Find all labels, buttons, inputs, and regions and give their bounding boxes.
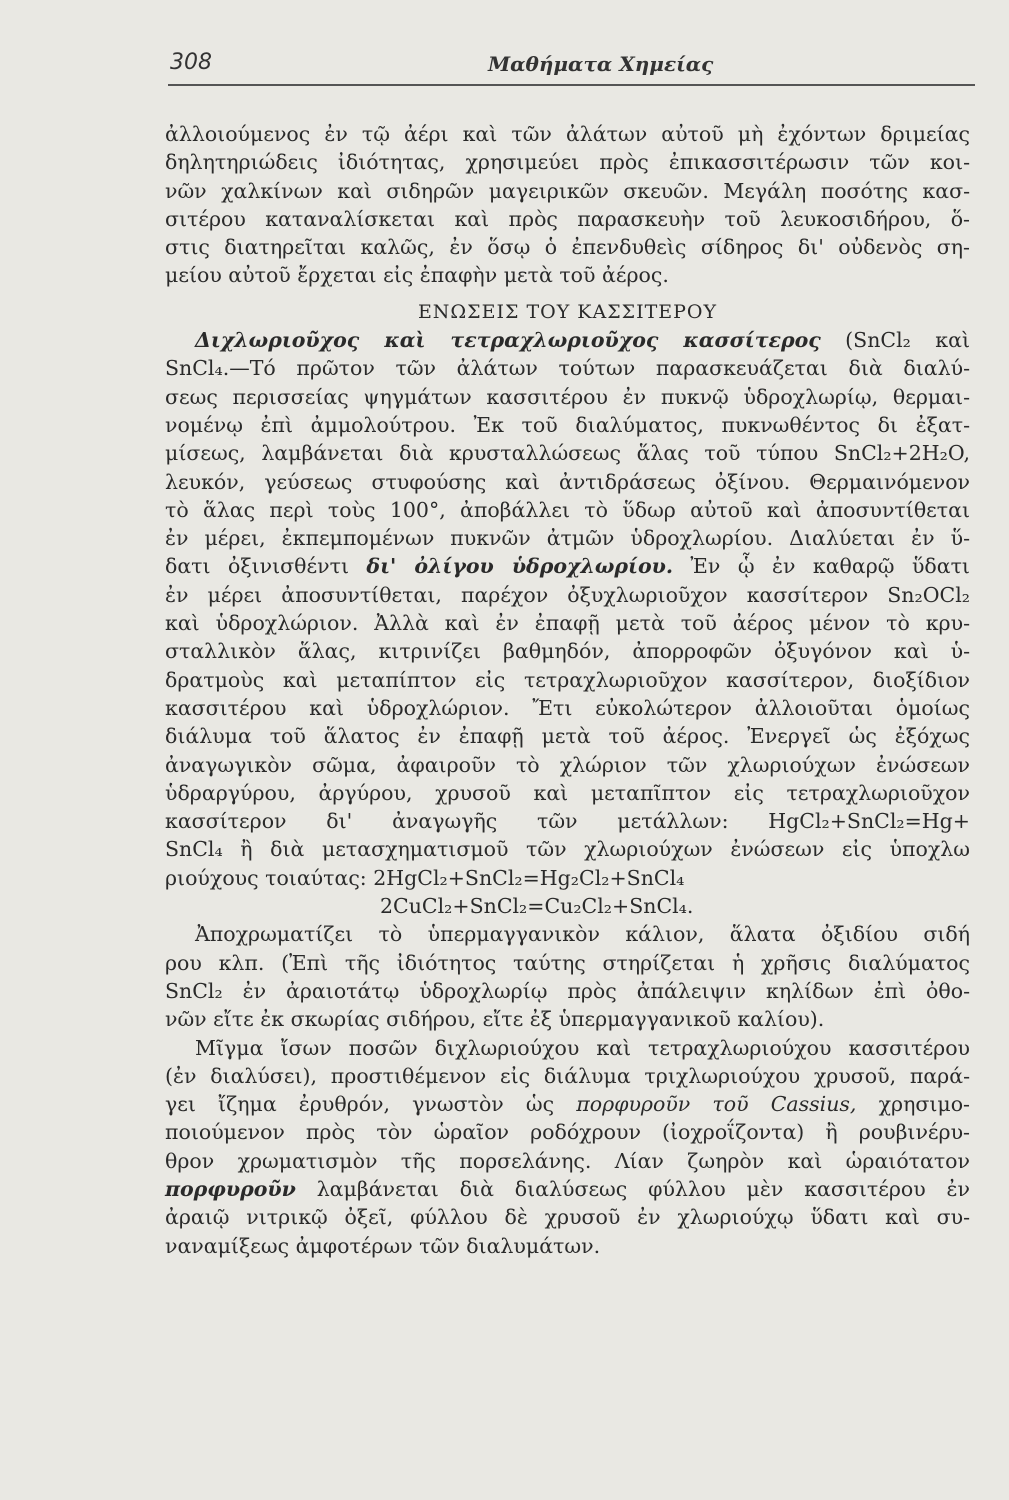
text-line: κασσίτερον δι' ἀναγωγῆς τῶν μετάλλων: HgCl₂+SnCl₂=Hg+ xyxy=(165,809,970,834)
text-line xyxy=(165,552,970,580)
text-line: νῶν χαλκίνων καὶ σιδηρῶν μαγειρικῶν σκευῶν. Μεγάλη ποσότης κασ- xyxy=(165,178,970,203)
body-text xyxy=(165,120,970,1260)
text-run: λαμβάνεται διὰ διαλύσεως φύλλου μὲν κασσιτέρου ἐν xyxy=(295,1176,970,1201)
text-run: δατι ὀξινισθέντι xyxy=(165,554,367,579)
page-number: 308 xyxy=(170,50,212,75)
text-line: δρατμοὺς καὶ μεταπίπτον εἰς τετραχλωριοῦχον κασσίτερον, διοξίδιον xyxy=(165,667,970,692)
text-line: στις διατηρεῖται καλῶς, ἐν ὅσῳ ὁ ἐπενδυθεὶς σίδηρος δι' οὐδενὸς ση- xyxy=(165,235,970,260)
text-line: (ἐν διαλύσει), προστιθέμενον εἰς διάλυμα τριχλωριούχου χρυσοῦ, παρά- xyxy=(165,1063,970,1088)
formula-line: 2CuCl₂+SnCl₂=Cu₂Cl₂+SnCl₄. xyxy=(380,894,694,919)
text-line: μίσεως, λαμβάνεται διὰ κρυσταλλώσεως ἅλας τοῦ τύπου SnCl₂+2H₂O, xyxy=(165,441,970,466)
page-header xyxy=(168,46,975,86)
text-line: σταλλικὸν ἅλας, κιτρινίζει βαθμηδόν, ἀπορροφῶν ὀξυγόνον καὶ ὑ- xyxy=(165,639,970,664)
text-line: ὑδραργύρου, ἀργύρου, χρυσοῦ καὶ μεταπῖπτον εἰς τετραχλωριοῦχον xyxy=(165,780,970,805)
text-run: χρησιμο- xyxy=(856,1092,970,1117)
text-line: τὸ ἅλας περὶ τοὺς 100°, ἀποβάλλει τὸ ὕδωρ αὐτοῦ καὶ ἀποσυντίθεται xyxy=(165,497,970,522)
text-line: νῶν εἴτε ἐκ σκωρίας σιδήρου, εἴτε ἐξ ὑπερμαγγανικοῦ καλίου). xyxy=(165,1007,825,1032)
text-line: SnCl₄.—Τό πρῶτον τῶν ἀλάτων τούτων παρασκευάζεται διὰ διαλύ- xyxy=(165,356,970,381)
text-line: SnCl₂ ἐν ἀραιοτάτῳ ὑδροχλωρίῳ πρὸς ἀπάλειψιν κηλίδων ἐπὶ ὀθο- xyxy=(165,978,970,1003)
header-rule xyxy=(168,84,975,86)
bold-run: δι' ὀλίγου ὑδροχλωρίου. xyxy=(366,554,673,579)
text-line: ρου κλπ. (Ἐπὶ τῆς ἰδιότητος ταύτης στηρίζεται ἡ χρῆσις διαλύματος xyxy=(165,950,970,975)
text-line: ἀλλοιούμενος ἐν τῷ ἀέρι καὶ τῶν ἀλάτων αὐτοῦ μὴ ἐχόντων δριμείας xyxy=(165,122,970,146)
text-line: ναναμίξεως ἀμφοτέρων τῶν διαλυμάτων. xyxy=(165,1233,601,1258)
section-heading: ΕΝΩΣΕΙΣ ΤΟΥ ΚΑΣΣΙΤΕΡΟΥ xyxy=(417,300,718,323)
text-line: σιτέρου καταναλίσκεται καὶ πρὸς παρασκευὴν τοῦ λευκοσιδήρου, ὅ- xyxy=(165,206,970,231)
text-line: ἀναγωγικὸν σῶμα, ἀφαιροῦν τὸ χλώριον τῶν χλωριούχων ἐνώσεων xyxy=(165,752,970,777)
text-line: ἀραιῷ νιτρικῷ ὀξεῖ, φύλλου δὲ χρυσοῦ ἐν χλωριούχῳ ὕδατι καὶ συ- xyxy=(165,1205,970,1230)
text-line: SnCl₄ ἢ διὰ μετασχηματισμοῦ τῶν χλωριούχων ἐνώσεων εἰς ὑποχλω xyxy=(165,837,970,862)
text-line: διάλυμα τοῦ ἅλατος ἐν ἐπαφῇ μετὰ τοῦ ἀέρος. Ἐνεργεῖ ὡς ἐξόχως xyxy=(165,724,970,749)
text-line: ποιούμενον πρὸς τὸν ὡραῖον ροδόχρουν (ἰοχροΐζοντα) ἢ ρουβινέρυ- xyxy=(165,1120,970,1145)
text-line: ἐν μέρει, ἐκπεμπομένων πυκνῶν ἀτμῶν ὑδροχλωρίου. Διαλύεται ἐν ὕ- xyxy=(165,526,970,551)
text-run: γει ἴζημα ἐρυθρόν, γνωστὸν ὡς xyxy=(165,1092,577,1117)
text-line: Ἀποχρωματίζει τὸ ὑπερμαγγανικὸν κάλιον, ἅλατα ὀξιδίου σιδή xyxy=(195,922,970,947)
text-line: λευκόν, γεύσεως στυφούσης καὶ ἀντιδράσεως ὀξίνου. Θερμαινόμενον xyxy=(165,469,970,494)
text-line: μείου αὐτοῦ ἔρχεται εἰς ἐπαφὴν μετὰ τοῦ ἀέρος. xyxy=(165,263,669,288)
text-line: δηλητηριώδεις ἰδιότητας, χρησιμεύει πρὸς ἐπικασσιτέρωσιν τῶν κοι- xyxy=(165,150,970,175)
text-run: Ἐν ᾧ ἐν καθαρῷ ὕδατι xyxy=(672,554,970,579)
text-line: ριούχους τοιαύτας: 2HgCl₂+SnCl₂=Hg₂Cl₂+SnCl₄ xyxy=(165,865,685,890)
text-line: σεως περισσείας ψηγμάτων κασσιτέρου ἐν πυκνῷ ὑδροχλωρίῳ, θερμαι- xyxy=(165,384,970,409)
text-line: κασσιτέρου καὶ ὑδροχλώριον. Ἔτι εὐκολώτερον ἀλλοιοῦται ὁμοίως xyxy=(165,695,970,720)
text-line: νομένῳ ἐπὶ ἀμμολούτρου. Ἐκ τοῦ διαλύματος, πυκνωθέντος δι ἐξατ- xyxy=(165,412,970,437)
text-line xyxy=(165,326,970,354)
bold-title: Διχλωριοῦχος καὶ τετραχλωριοῦχος κασσίτερος xyxy=(195,328,821,353)
running-title: Μαθήματα Χημείας xyxy=(488,52,714,76)
text-line xyxy=(165,1090,970,1118)
text-line: καὶ ὑδροχλώριον. Ἀλλὰ καὶ ἐν ἐπαφῇ μετὰ τοῦ ἀέρος μένον τὸ κρυ- xyxy=(165,611,970,636)
text-line xyxy=(165,1175,970,1203)
text-line: θρον χρωματισμὸν τῆς πορσελάνης. Λίαν ζωηρὸν καὶ ὡραιότατον xyxy=(165,1148,970,1173)
text-line: ἐν μέρει ἀποσυντίθεται, παρέχον ὀξυχλωριοῦχον κασσίτερον Sn₂OCl₂ xyxy=(165,582,970,607)
italic-run: πορφυροῦν τοῦ Cassius, xyxy=(576,1092,857,1117)
text-line: Μῖγμα ἴσων ποσῶν διχλωριούχου καὶ τετραχλωριούχου κασσιτέρου xyxy=(195,1035,970,1060)
bold-run: πορφυροῦν xyxy=(165,1176,296,1201)
title-rest: (SnCl₂ καὶ xyxy=(820,328,970,353)
